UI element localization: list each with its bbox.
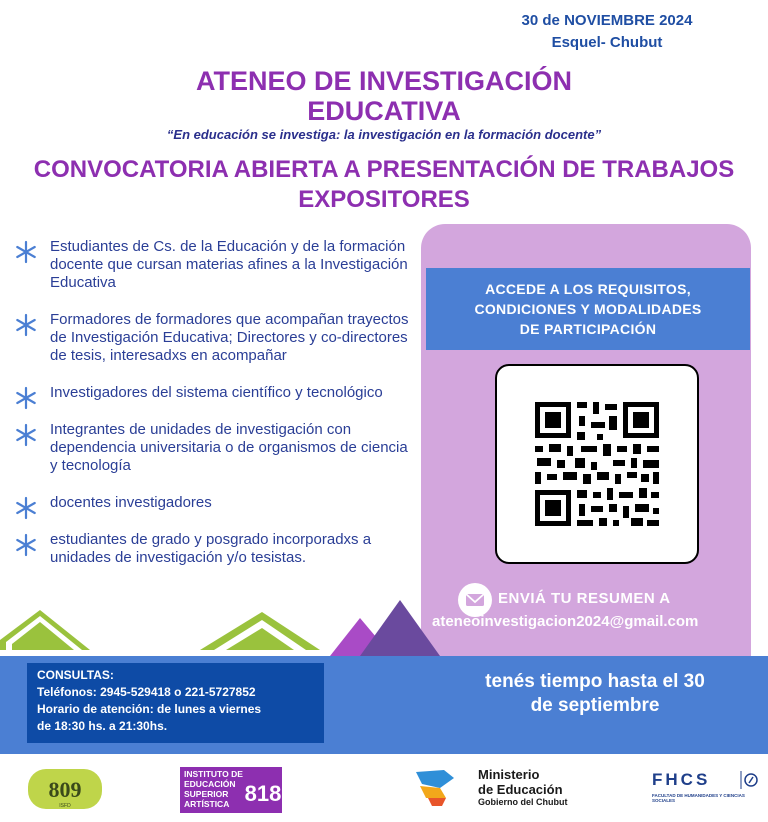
send-summary-label: ENVIÁ TU RESUMEN A (498, 590, 671, 607)
list-item (14, 421, 414, 475)
iesa-number: 818 (244, 781, 282, 806)
event-place: Esquel- Chubut (551, 34, 663, 51)
contact-email-link[interactable]: ateneoinvestigacion2024@gmail.com (432, 613, 699, 630)
iesa-line-3: SUPERIOR (184, 789, 229, 799)
isfd-809-logo (28, 767, 102, 811)
snowflake-icon (14, 533, 38, 557)
fhcs-logo-text: FHCS (652, 770, 711, 789)
page-title (0, 66, 768, 126)
ministerio-name (478, 767, 563, 797)
audience-text: Formadores de formadores que acompañan trayectos de Investigación Educativa; Directores y co-directores de tesis, interesadxs en acompañar (50, 311, 409, 364)
snowflake-icon (14, 240, 38, 264)
list-item (14, 311, 414, 365)
page-subtitle: “En educación se investiga: la investigación en la formación docente” (166, 127, 602, 142)
iesa-number-graphic (244, 767, 282, 813)
snowflake-icon (14, 423, 38, 447)
isfd-number: 809 (48, 777, 82, 802)
qr-code[interactable] (495, 364, 699, 564)
consult-hours-1: Horario de atención: de lunes a viernes (37, 702, 262, 716)
list-item (14, 384, 414, 402)
iesa-logo-text (184, 769, 243, 809)
audience-text: docentes investigadores (50, 494, 212, 511)
audience-text: Investigadores del sistema científico y tecnológico (50, 384, 383, 401)
audience-text: Integrantes de unidades de investigación con dependencia universitaria o de organismos de ciencia y tecnología (50, 421, 408, 474)
ministerio-line-2: de Educación (478, 782, 563, 797)
event-date: 30 de NOVIEMBRE 2024 (521, 12, 693, 29)
consultation-box (27, 663, 324, 743)
title-line-2: EDUCATIVA (307, 96, 461, 126)
isfd-small: ISFD (59, 803, 71, 809)
deadline-line-2: de septiembre (530, 695, 660, 716)
audience-text: estudiantes de grado y posgrado incorporadxs a unidades de investigación y/o tesistas. (50, 531, 372, 566)
event-date-place (492, 10, 722, 54)
mountains-decoration (0, 590, 440, 660)
iesa-line-1: INSTITUTO DE (184, 769, 243, 779)
deadline-line-1: tenés tiempo hasta el 30 (485, 671, 705, 692)
banner-line-1: ACCEDE A LOS REQUISITOS, (485, 281, 691, 297)
ministerio-line-1: Ministerio (478, 767, 540, 782)
ministerio-subtitle: Gobierno del Chubut (478, 797, 568, 807)
consult-title: CONSULTAS: (37, 668, 114, 682)
call-heading (0, 155, 768, 215)
title-line-1: ATENEO DE INVESTIGACIÓN (195, 66, 573, 96)
deadline-text (440, 670, 750, 718)
list-item (14, 531, 414, 567)
iesa-line-2: EDUCACIÓN (184, 779, 236, 789)
fhcs-emblem-icon (740, 771, 758, 789)
list-item (14, 238, 414, 292)
consult-phones: Teléfonos: 2945-529418 o 221-5727852 (37, 685, 256, 699)
snowflake-icon (14, 386, 38, 410)
audience-list (14, 238, 414, 586)
call-line-2: EXPOSITORES (298, 186, 470, 213)
banner-line-2: CONDICIONES Y MODALIDADES (474, 301, 702, 317)
qr-code-image (497, 366, 697, 562)
iesa-line-4: ARTÍSTICA (184, 799, 230, 809)
snowflake-icon (14, 496, 38, 520)
consult-hours-2: de 18:30 hs. a 21:30hs. (37, 719, 168, 733)
snowflake-icon (14, 313, 38, 337)
banner-line-3: DE PARTICIPACIÓN (519, 321, 657, 337)
envelope-icon (458, 583, 492, 617)
ministerio-logo (414, 768, 470, 808)
fhcs-subtitle: FACULTAD DE HUMANIDADES Y CIENCIAS SOCIALES (652, 793, 745, 803)
requirements-banner (426, 268, 750, 350)
audience-text: Estudiantes de Cs. de la Educación y de la formación docente que cursan materias afines a la Investigación Educativa (50, 238, 408, 291)
call-line-1: CONVOCATORIA ABIERTA A PRESENTACIÓN DE TRABAJOS (33, 156, 735, 183)
list-item (14, 494, 414, 512)
